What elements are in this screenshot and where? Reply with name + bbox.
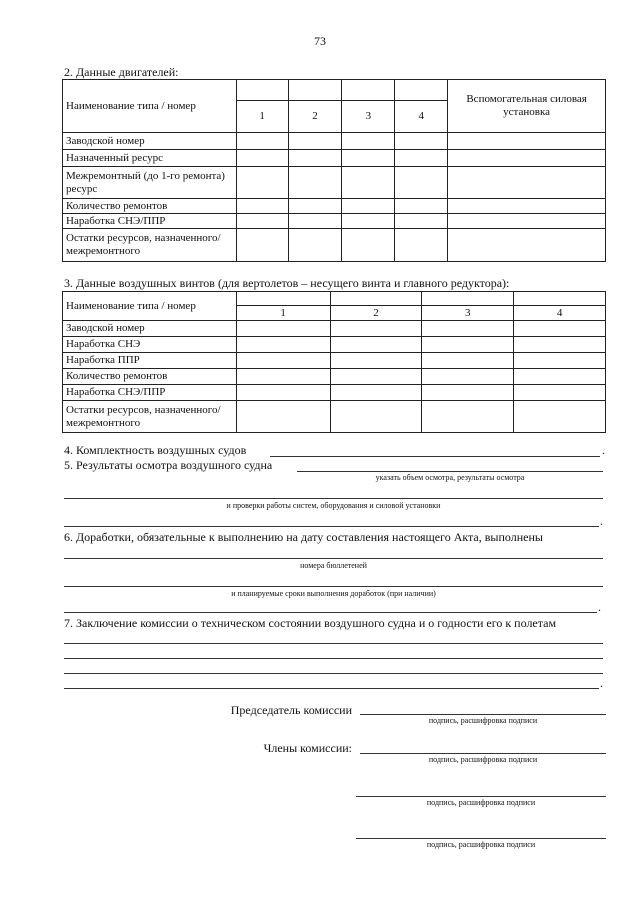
members-label: Члены комиссии: xyxy=(263,741,352,755)
engines-col-2: 2 xyxy=(288,101,342,133)
propellers-row-label: Заводской номер xyxy=(63,321,237,337)
engines-table xyxy=(62,79,606,262)
modifications-field[interactable] xyxy=(64,558,603,559)
engines-col-1: 1 xyxy=(236,101,288,133)
propellers-heading: 3. Данные воздушных винтов (для вертолетов – несущего винта и главного редуктора): xyxy=(64,276,510,290)
engines-row-label: Остатки ресурсов, назначенного/межремонтного xyxy=(63,229,237,262)
conclusion-line-1[interactable] xyxy=(64,643,603,644)
propellers-row-label: Наработка ППР xyxy=(63,353,237,369)
conclusion-line-2[interactable] xyxy=(64,658,603,659)
conclusion-label: 7. Заключение комиссии о техническом состоянии воздушного судна и о годности его к полетам xyxy=(64,616,557,630)
inspection-caption: указать объем осмотра, результаты осмотра xyxy=(375,473,525,482)
engines-row-label: Назначенный ресурс xyxy=(63,150,237,167)
engines-row-label: Наработка СНЭ/ППР xyxy=(63,214,237,229)
propellers-table xyxy=(62,291,606,433)
completeness-label: 4. Комплектность воздушных судов xyxy=(64,443,247,457)
modifications-caption: номера бюллетеней xyxy=(300,561,367,570)
document-page: 73 2. Данные двигателей: Наименование типа / номер Вспомогательная силовая установка 1 2 3 4 Заводской номер Назначенный ресурс Межремонтный (до 1-го ремонта) ресурс Количество ремонтов Наработка СНЭ/ППР Остатки ресурсов, назначенного/межремонтного 3. Данные воздушных винтов (для вертолетов – несущего винта и главного редуктора): Наименование типа / номер 1 2 3 4 Заводской номер Наработка СНЭ Наработка ППР Количество ремонтов Наработка СНЭ/ППР Остатки ресурсов, назначенного/межремонтного 4. Комплектность воздушных судов . 5. Результаты осмотра воздушного судна указать объем осмотра, результаты осмотра и проверки работы систем, оборудования и силовой установки . 6. Доработки, обязательные к выполнению на дату составления настоящего Акта, выполнены номера бюллетеней и планируемые сроки выполнения доработок (при наличии) . 7. Заключение комиссии о техническом состоянии воздушного судна и о годности его к полетам . Председатель комиссии подпись, расшифровка подписи Члены комиссии: подпись, расшифровка подписи подпись, расшифровка подписи подпись, расшифровка подписи xyxy=(0,0,640,921)
member-1-signature-caption: подпись, расшифровка подписи xyxy=(428,755,538,764)
engines-header-name: Наименование типа / номер xyxy=(63,80,237,133)
propellers-row-label: Наработка СНЭ/ППР xyxy=(63,385,237,401)
propellers-row-label: Остатки ресурсов, назначенного/межремонтного xyxy=(63,401,237,433)
inspection-label: 5. Результаты осмотра воздушного судна xyxy=(64,458,273,472)
conclusion-line-4[interactable] xyxy=(64,688,599,689)
engines-header-apu: Вспомогательная силовая установка xyxy=(448,80,606,133)
inspection-caption-2: и проверки работы систем, оборудования и силовой установки xyxy=(226,501,441,510)
member-3-signature-field[interactable] xyxy=(356,838,606,839)
page-number: 73 xyxy=(314,34,326,48)
modifications-field-2[interactable] xyxy=(64,586,603,587)
inspection-field-2[interactable] xyxy=(64,498,603,499)
engines-row-label: Количество ремонтов xyxy=(63,199,237,214)
engines-col-3: 3 xyxy=(342,101,395,133)
chairman-signature-field[interactable] xyxy=(360,714,606,715)
conclusion-line-3[interactable] xyxy=(64,673,603,674)
engines-col-4: 4 xyxy=(395,101,448,133)
completeness-field[interactable] xyxy=(270,456,600,457)
propellers-header-name: Наименование типа / номер xyxy=(63,292,237,321)
engines-row-label: Межремонтный (до 1-го ремонта) ресурс xyxy=(63,167,237,199)
engines-heading: 2. Данные двигателей: xyxy=(64,65,179,79)
modifications-caption-2: и планируемые сроки выполнения доработок (при наличии) xyxy=(231,589,436,598)
propellers-col-4: 4 xyxy=(514,306,606,321)
propellers-row-label: Наработка СНЭ xyxy=(63,337,237,353)
inspection-field[interactable] xyxy=(297,471,603,472)
member-3-signature-caption: подпись, расшифровка подписи xyxy=(426,840,536,849)
propellers-row-label: Количество ремонтов xyxy=(63,369,237,385)
member-2-signature-caption: подпись, расшифровка подписи xyxy=(426,798,536,807)
propellers-col-3: 3 xyxy=(422,306,514,321)
member-2-signature-field[interactable] xyxy=(356,796,606,797)
propellers-col-2: 2 xyxy=(330,306,422,321)
propellers-col-1: 1 xyxy=(236,306,330,321)
chairman-label: Председатель комиссии xyxy=(230,703,352,717)
chairman-signature-caption: подпись, расшифровка подписи xyxy=(428,716,538,725)
modifications-label: 6. Доработки, обязательные к выполнению на дату составления настоящего Акта, выполнены xyxy=(64,530,543,544)
member-1-signature-field[interactable] xyxy=(360,753,606,754)
engines-row-label: Заводской номер xyxy=(63,133,237,150)
inspection-field-3[interactable] xyxy=(64,526,599,527)
modifications-field-3[interactable] xyxy=(64,612,597,613)
